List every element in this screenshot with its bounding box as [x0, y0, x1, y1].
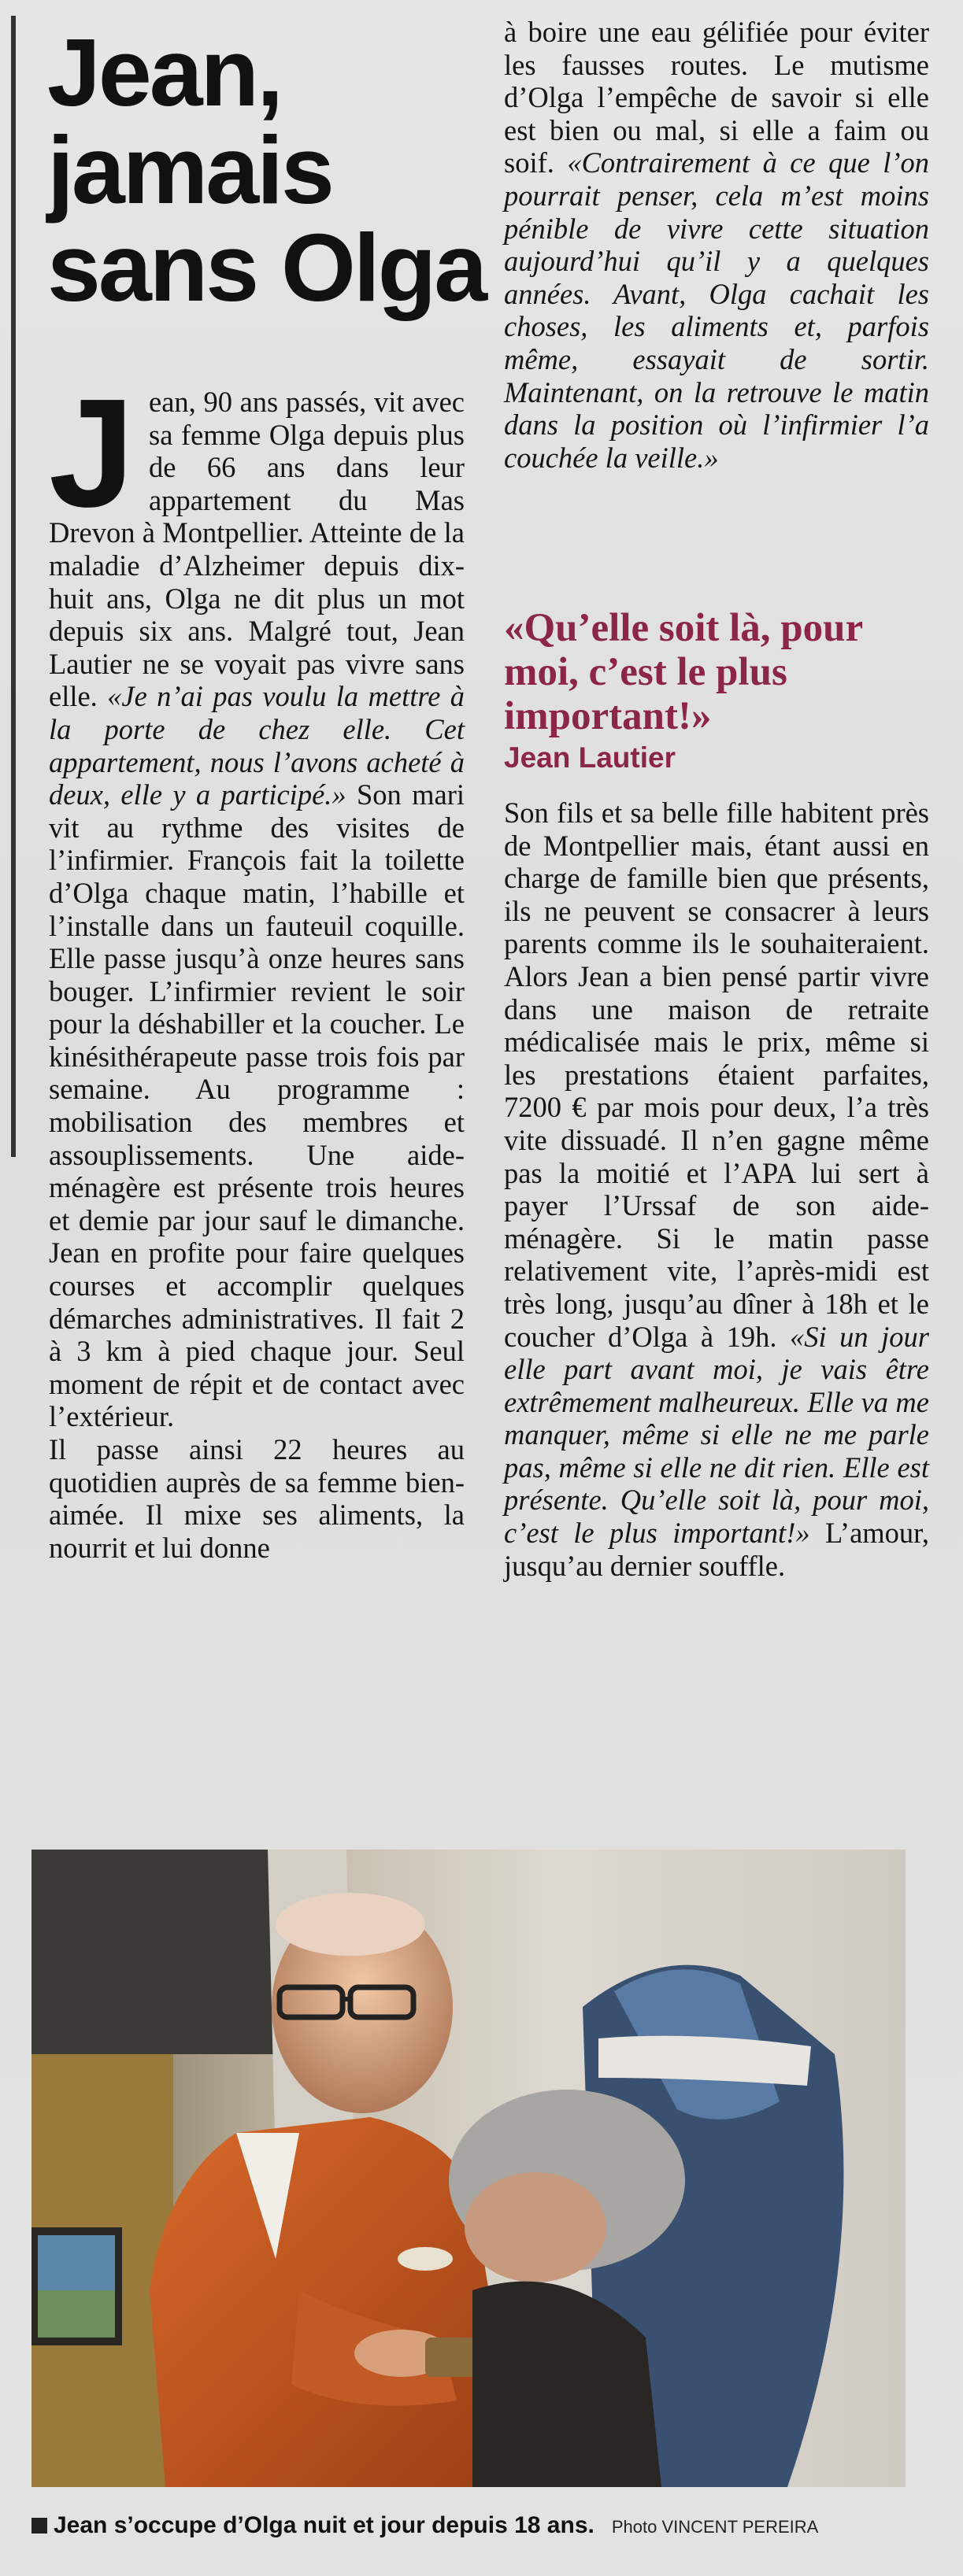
article-photo [31, 1850, 906, 2487]
col2-text-1: à boire une eau gélifiée pour éviter les fausses routes. Le mutisme d’Olga l’empêche de savoir si elle est bien ou mal, si elle a faim ou soif. [504, 16, 929, 179]
photo-caption [31, 2512, 929, 2539]
article-column-2 [504, 16, 929, 474]
col1-text-1: ean, 90 ans passés, vit avec sa femme Olga depuis plus de 66 ans dans leur appartement du Mas Drevon à Montpellier. Atteinte de la maladie d’Alzheimer depuis dix-huit ans, Olga ne dit plus un mot depuis six ans. Malgré tout, Jean Lautier ne se voyait pas vivre sans elle. [49, 386, 465, 713]
caption-square-icon [31, 2518, 47, 2533]
headline-line-1: Jean, [47, 19, 281, 126]
paragraph-1 [49, 367, 465, 1433]
col1-text-3: Il passe ainsi 22 heures au quotidien auprès de sa femme bien-aimée. Il mixe ses aliments, la nourrit et lui donne [49, 1433, 465, 1564]
col3-quote-1: «Si un jour elle part avant moi, je vais être extrêmement malheureux. Elle va me manquer, même si elle ne me parle pas, même si elle ne dit rien. Elle est présente. Qu’elle soit là, pour moi, c’est le plus important!» [504, 1320, 929, 1550]
article-column-1 [49, 367, 465, 1564]
pull-quote: «Qu’elle soit là, pour moi, c’est le plus important!» [504, 606, 863, 738]
paragraph-2 [49, 1433, 465, 1564]
headline [47, 19, 488, 321]
left-column-rule [11, 16, 16, 1157]
paragraph-3 [504, 16, 929, 474]
photo-illustration [31, 1850, 906, 2487]
drop-cap: J [49, 367, 135, 539]
col1-text-2: Son mari vit au rythme des visites de l’infirmier. François fait la toilette d’Olga chaque matin, l’habille et l’installe dans un fauteuil coquille. Elle passe jusqu’à onze heures sans bouger. L’infirmier revient le soir pour la déshabiller et la coucher. Le kinésithérapeute passe trois fois par semaine. Au programme : mobilisation des membres et assouplissements. Une aide-ménagère est présente trois heures et demie par jour sauf le dimanche. Jean en profite pour faire quelques courses et accomplir quelques démarches administratives. Il fait 2 à 3 km à pied chaque jour. Seul moment de répit et de contact avec l’extérieur. [49, 778, 465, 1433]
photo-credit: Photo VINCENT PEREIRA [611, 2517, 819, 2537]
caption-text: Jean s’occupe d’Olga nuit et jour depuis 18 ans. [54, 2512, 594, 2538]
pull-quote-author: Jean Lautier [504, 741, 676, 774]
col3-text-2: L’amour, jusqu’au dernier souffle. [504, 1517, 929, 1582]
col2-quote-1: «Contrairement à ce que l’on pourrait penser, cela m’est moins pénible de vivre cette situation aujourd’hui qu’il y a quelques années. Avant, Olga cachait les choses, les aliments et, parfois même, essayait de sortir. Maintenant, on la retrouve le matin dans la position où l’infirmier l’a couchée la veille.» [504, 146, 930, 474]
article-column-3 [504, 796, 929, 1582]
headline-line-3: sans Olga [47, 214, 486, 321]
col3-text-1: Son fils et sa belle fille habitent près de Montpellier mais, étant aussi en charge de famille bien que présents, ils ne peuvent se consacrer à leurs parents comme ils le souhaiteraient. Alors Jean a bien pensé partir vivre dans une maison de retraite médicalisée mais le prix, même si les prestations étaient parfaites, 7200 € par mois pour deux, l’a très vite dissuadé. Il n’en gagne même pas la moitié et l’APA lui sert à payer l’Urssaf de son aide-ménagère. Si le matin passe relativement vite, l’après-midi est très long, jusqu’au dîner à 18h et le coucher d’Olga à 19h. [504, 796, 929, 1353]
paragraph-4 [504, 796, 929, 1582]
col1-quote-1: «Je n’ai pas voulu la mettre à la porte de chez elle. Cet appartement, nous l’avons acheté à deux, elle y a participé.» [49, 680, 465, 811]
headline-line-2: jamais [47, 116, 332, 224]
